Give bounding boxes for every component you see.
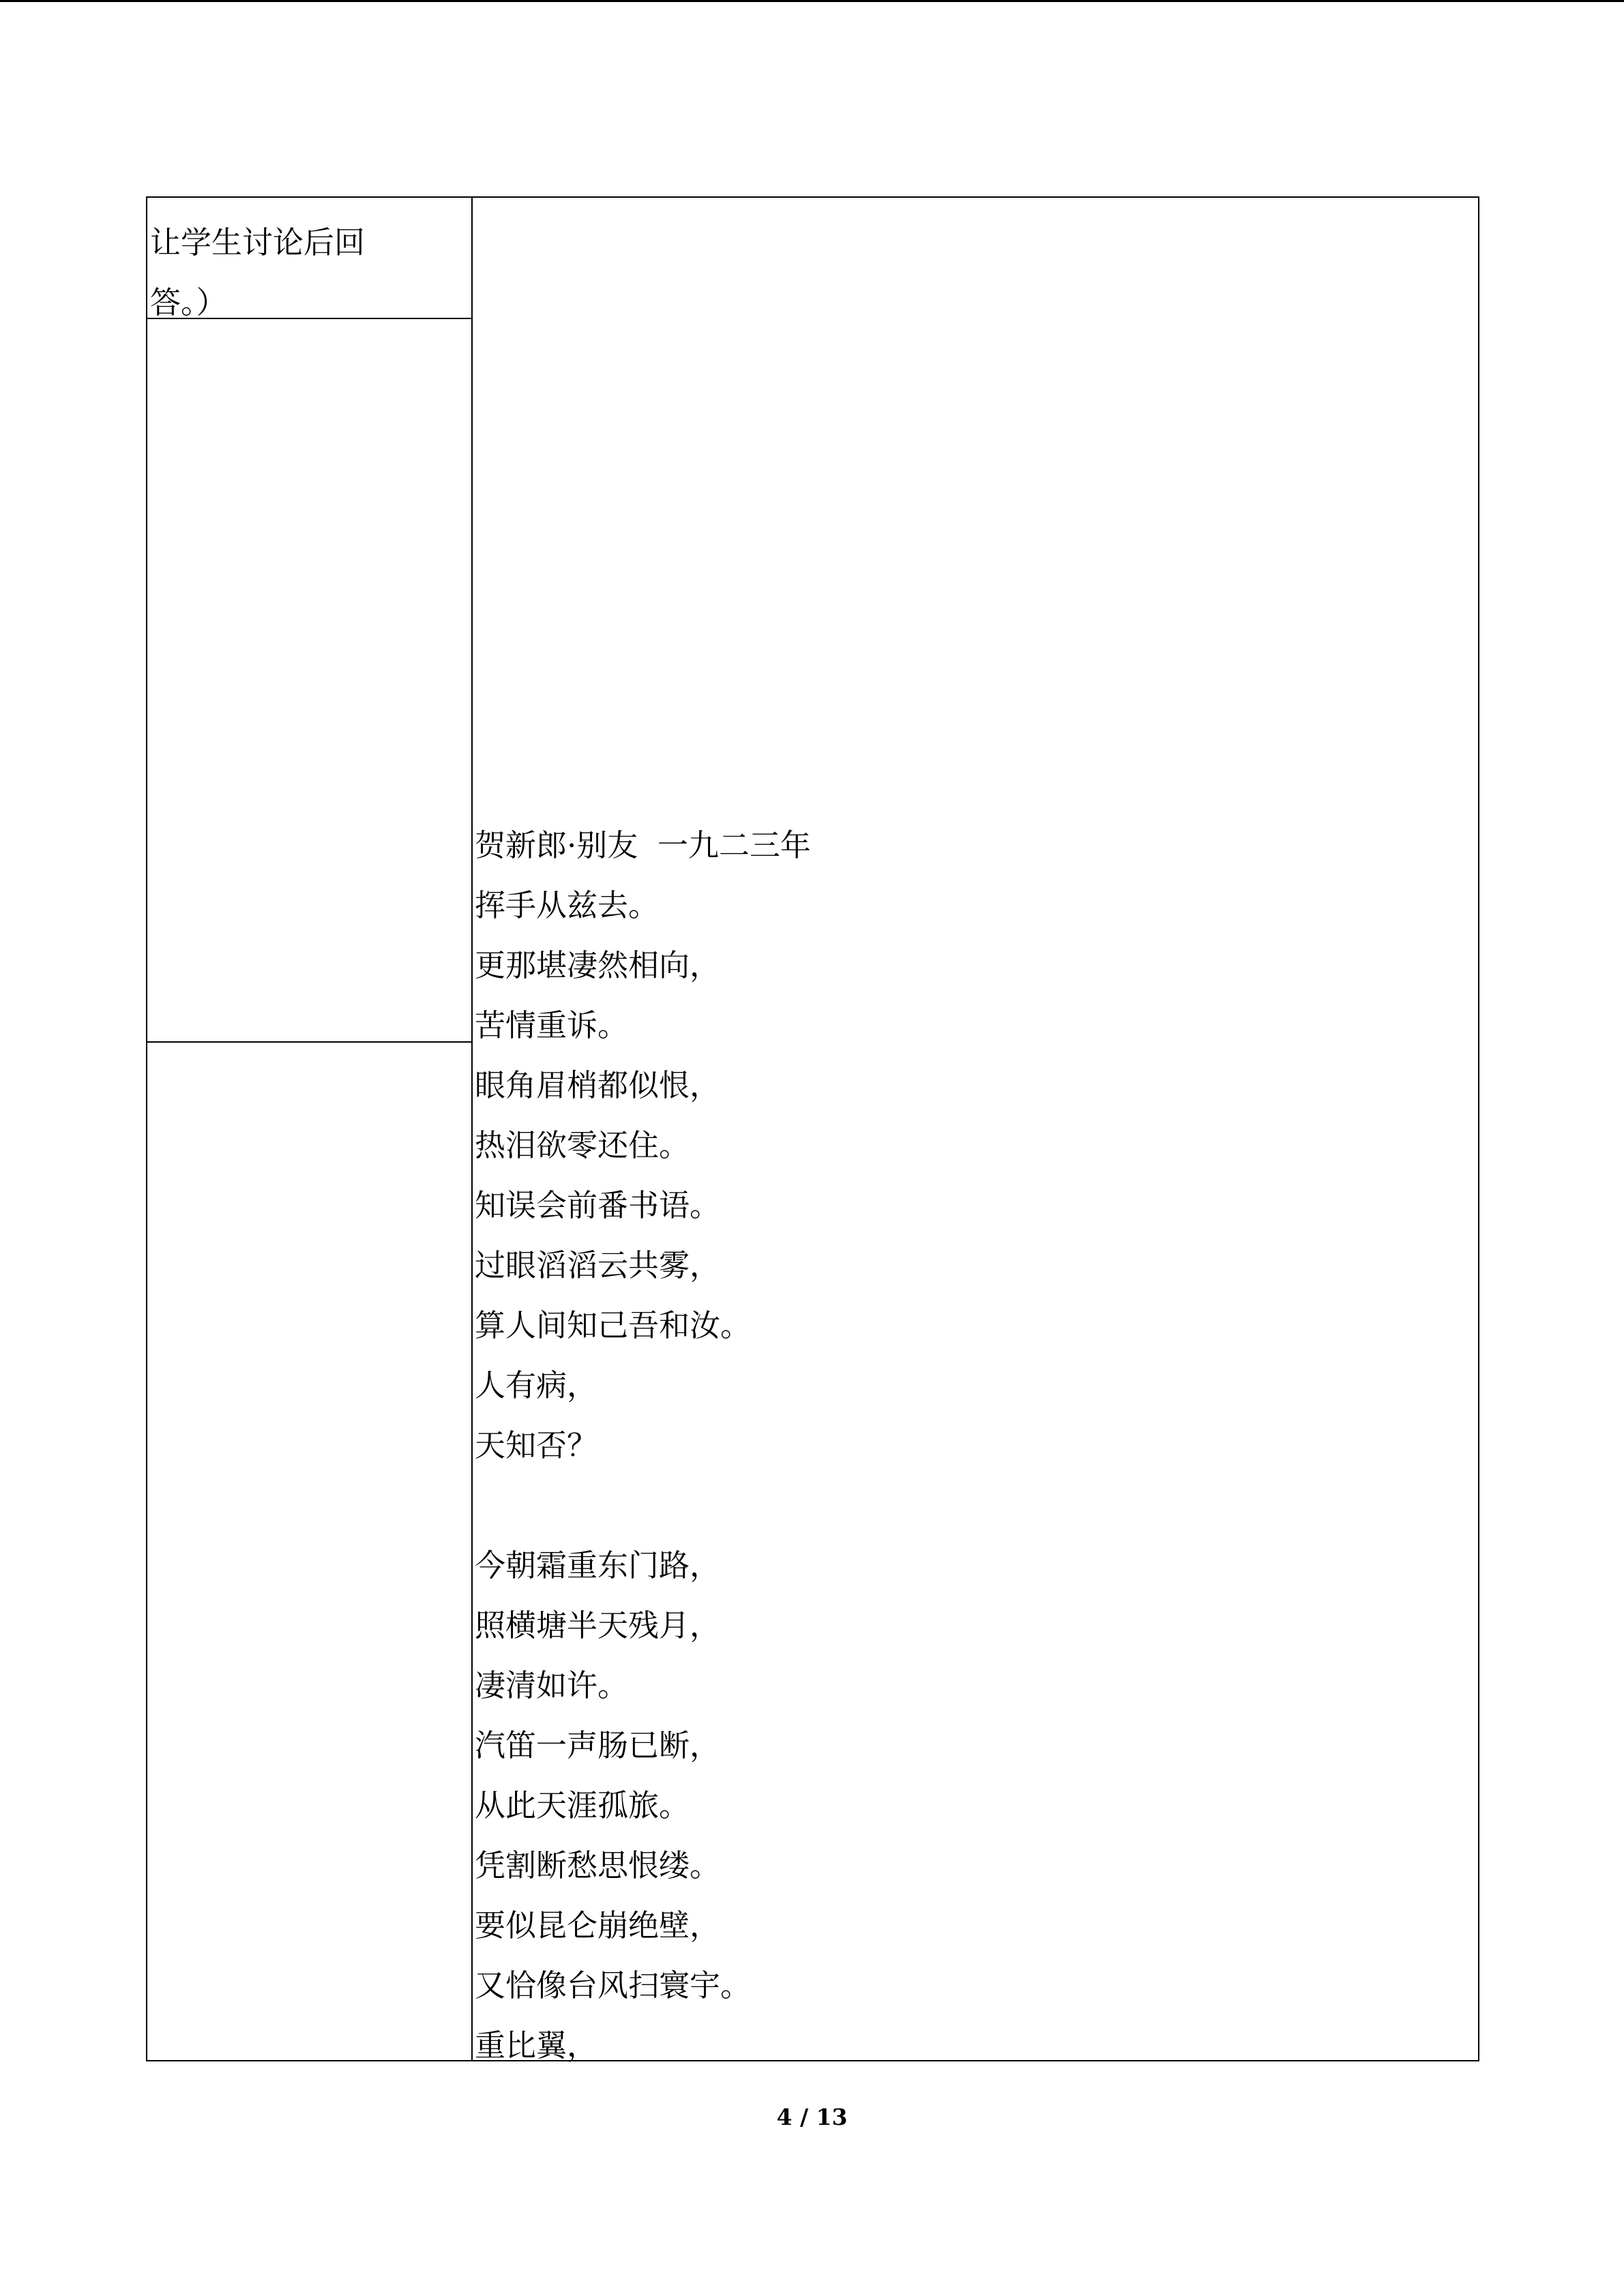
poem-line: 知误会前番书语。 bbox=[475, 1187, 721, 1223]
poem-line: 重比翼， bbox=[475, 2027, 598, 2063]
row-divider bbox=[147, 1041, 472, 1043]
poem-line: 热泪欲零还住。 bbox=[475, 1127, 690, 1163]
poem-line: 凄清如许。 bbox=[475, 1667, 629, 1703]
poem-line: 眼角眉梢都似恨， bbox=[475, 1067, 721, 1103]
page-number: 4 / 13 bbox=[776, 2104, 848, 2130]
poem-line: 苦情重诉。 bbox=[475, 1007, 629, 1043]
poem-line: 汽笛一声肠已断， bbox=[475, 1727, 721, 1763]
poem-line: 照横塘半天残月， bbox=[475, 1607, 721, 1643]
left-cell-instruction bbox=[150, 213, 464, 333]
poem-line: 天知否？ bbox=[475, 1427, 598, 1463]
poem-line: 从此天涯孤旅。 bbox=[475, 1787, 690, 1823]
poem-line: 更那堪凄然相向， bbox=[475, 947, 721, 983]
poem-line: 过眼滔滔云共雾， bbox=[475, 1247, 721, 1283]
poem-line: 凭割断愁思恨缕。 bbox=[475, 1847, 721, 1883]
poem-line: 算人间知己吾和汝。 bbox=[475, 1307, 752, 1343]
poem-line: 要似昆仑崩绝壁， bbox=[475, 1907, 721, 1943]
poem-block bbox=[475, 816, 811, 2076]
poem-line: 今朝霜重东门路， bbox=[475, 1547, 721, 1583]
top-border-line bbox=[0, 0, 1624, 2]
poem-line: 又恰像台风扫寰宇。 bbox=[475, 1967, 752, 2003]
lesson-table bbox=[146, 196, 1479, 2061]
poem-title: 贺新郎·别友 一九二三年 bbox=[475, 827, 811, 863]
poem-line: 挥手从兹去。 bbox=[475, 887, 660, 923]
poem-line: 人有病， bbox=[475, 1367, 598, 1403]
instruction-line: 让学生讨论后回 bbox=[150, 224, 366, 260]
instruction-line: 答。） bbox=[150, 284, 227, 320]
column-divider bbox=[471, 198, 473, 2060]
